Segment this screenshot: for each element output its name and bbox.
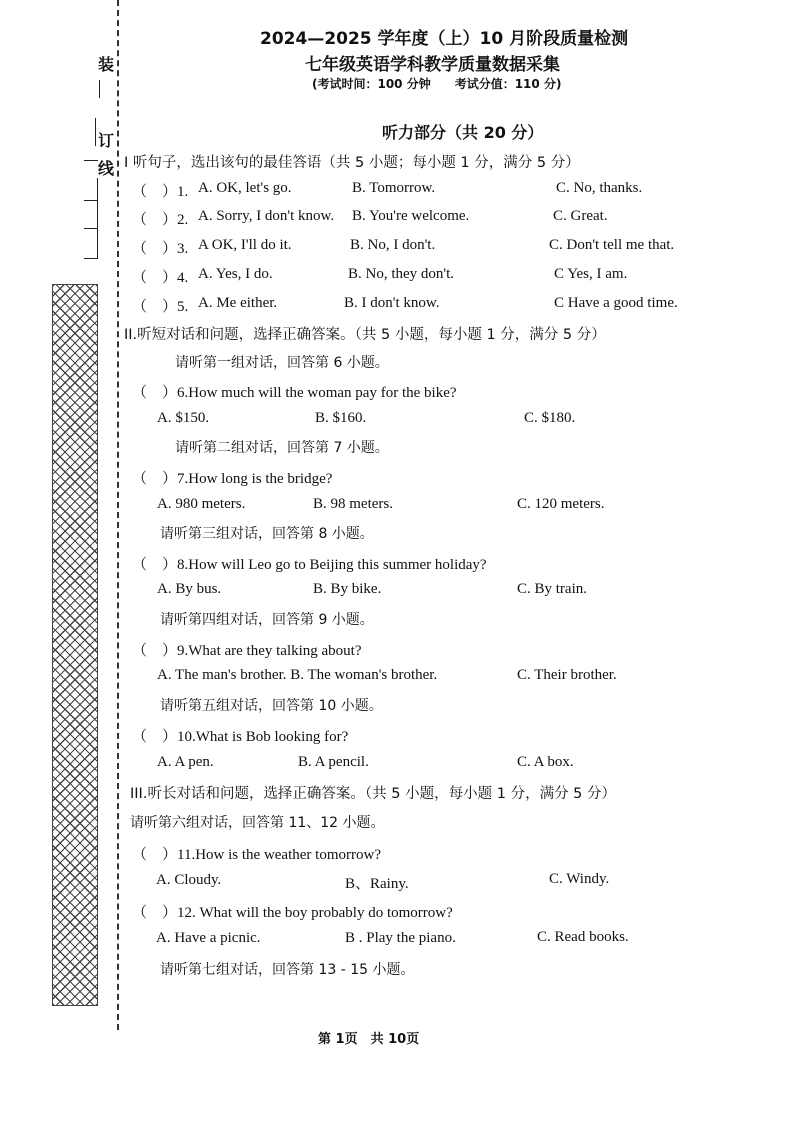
q5-option-c: C Have a good time. [554,295,678,311]
part1-heading: I 听句子，选出该句的最佳答语（共 5 小题；每小题 1 分，满分 5 分） [124,155,580,171]
hatched-margin-block [52,284,98,1006]
q12-question: （ ）12. What will the boy probably do tomorrow? [132,905,453,921]
binding-mark [99,80,100,98]
exam-info: (考试时间：100 分钟 考试分值：110 分) [312,77,562,91]
q2-option-c: C. Great. [553,208,608,224]
q9-option-a: A. The man's brother. B. The woman's brother. [157,667,438,683]
name-field-tick [84,200,98,201]
group4-intro: 请听第四组对话，回答第 9 小题。 [160,612,374,628]
q8-question: （ ）8.How will Leo go to Beijing this summer holiday? [132,557,487,573]
q4-option-a: A. Yes, I do. [198,266,273,282]
name-field-line [97,178,98,258]
binding-char-xian: 线 [98,159,115,178]
exam-title: 2024—2025 学年度（上）10 月阶段质量检测 [260,29,629,49]
q8-option-a: A. By bus. [157,581,222,597]
q12-option-a: A. Have a picnic. [156,930,261,946]
q6-option-a: A. $150. [157,410,210,426]
q12-option-c: C. Read books. [537,929,629,945]
q1-option-a: A. OK, let's go. [198,180,292,196]
q4-number: （ ）4. [132,270,189,286]
q11-option-a: A. Cloudy. [156,872,222,888]
q3-option-b: B. No, I don't. [350,237,436,253]
group2-intro: 请听第二组对话，回答第 7 小题。 [175,440,389,456]
q11-option-c: C. Windy. [549,871,610,887]
q3-option-a: A OK, I'll do it. [198,237,292,253]
q2-number: （ ）2. [132,212,189,228]
q10-option-b: B. A pencil. [298,754,369,770]
group3-intro: 请听第三组对话，回答第 8 小题。 [160,526,374,542]
q10-option-c: C. A box. [517,754,574,770]
q3-number: （ ）3. [132,241,189,257]
q8-option-c: C. By train. [517,581,587,597]
q1-option-b: B. Tomorrow. [352,180,436,196]
q4-option-b: B. No, they don't. [348,266,455,282]
q7-question: （ ）7.How long is the bridge? [132,471,333,487]
name-field-tick [84,258,98,259]
q6-option-b: B. $160. [315,410,367,426]
binding-char-ding: 订 [98,131,115,150]
q1-option-c: C. No, thanks. [556,180,643,196]
binding-dashed-line [117,0,119,1030]
group6-intro: 请听第六组对话，回答第 11、12 小题。 [130,815,385,831]
q11-option-b: B、Rainy. [345,876,409,892]
group1-intro: 请听第一组对话，回答第 6 小题。 [175,355,389,371]
binding-mark [84,160,98,161]
q1-number: （ ）1. [132,184,189,200]
q10-question: （ ）10.What is Bob looking for? [132,729,349,745]
group5-intro: 请听第五组对话，回答第 10 小题。 [160,698,383,714]
q7-option-a: A. 980 meters. [157,496,246,512]
section-heading: 听力部分（共 20 分） [382,123,544,142]
q11-question: （ ）11.How is the weather tomorrow? [132,847,381,863]
q2-option-a: A. Sorry, I don't know. [198,208,335,224]
q6-option-c: C. $180. [524,410,576,426]
q7-option-b: B. 98 meters. [313,496,393,512]
q5-option-a: A. Me either. [198,295,278,311]
part2-heading: II.听短对话和问题，选择正确答案。（共 5 小题，每小题 1 分，满分 5 分） [124,327,606,343]
part3-heading: III.听长对话和问题，选择正确答案。（共 5 小题，每小题 1 分，满分 5 分） [130,786,617,802]
q7-option-c: C. 120 meters. [517,496,605,512]
q5-number: （ ）5. [132,299,189,315]
q10-option-a: A. A pen. [157,754,214,770]
binding-char-zhuang: 装 [98,55,115,74]
group7-intro: 请听第七组对话，回答第 13 - 15 小题。 [160,962,415,978]
q12-option-b: B . Play the piano. [345,930,456,946]
q5-option-b: B. I don't know. [344,295,440,311]
q2-option-b: B. You're welcome. [352,208,470,224]
q9-option-c: C. Their brother. [517,667,617,683]
q8-option-b: B. By bike. [313,581,382,597]
name-field-tick [84,228,98,229]
q4-option-c: C Yes, I am. [554,266,628,282]
page-number: 第 1页 共 10页 [318,1032,420,1047]
binding-mark [95,118,96,146]
q6-question: （ ）6.How much will the woman pay for the bike? [132,385,457,401]
q9-question: （ ）9.What are they talking about? [132,643,362,659]
q3-option-c: C. Don't tell me that. [549,237,675,253]
exam-subtitle: 七年级英语学科教学质量数据采集 [305,55,560,75]
